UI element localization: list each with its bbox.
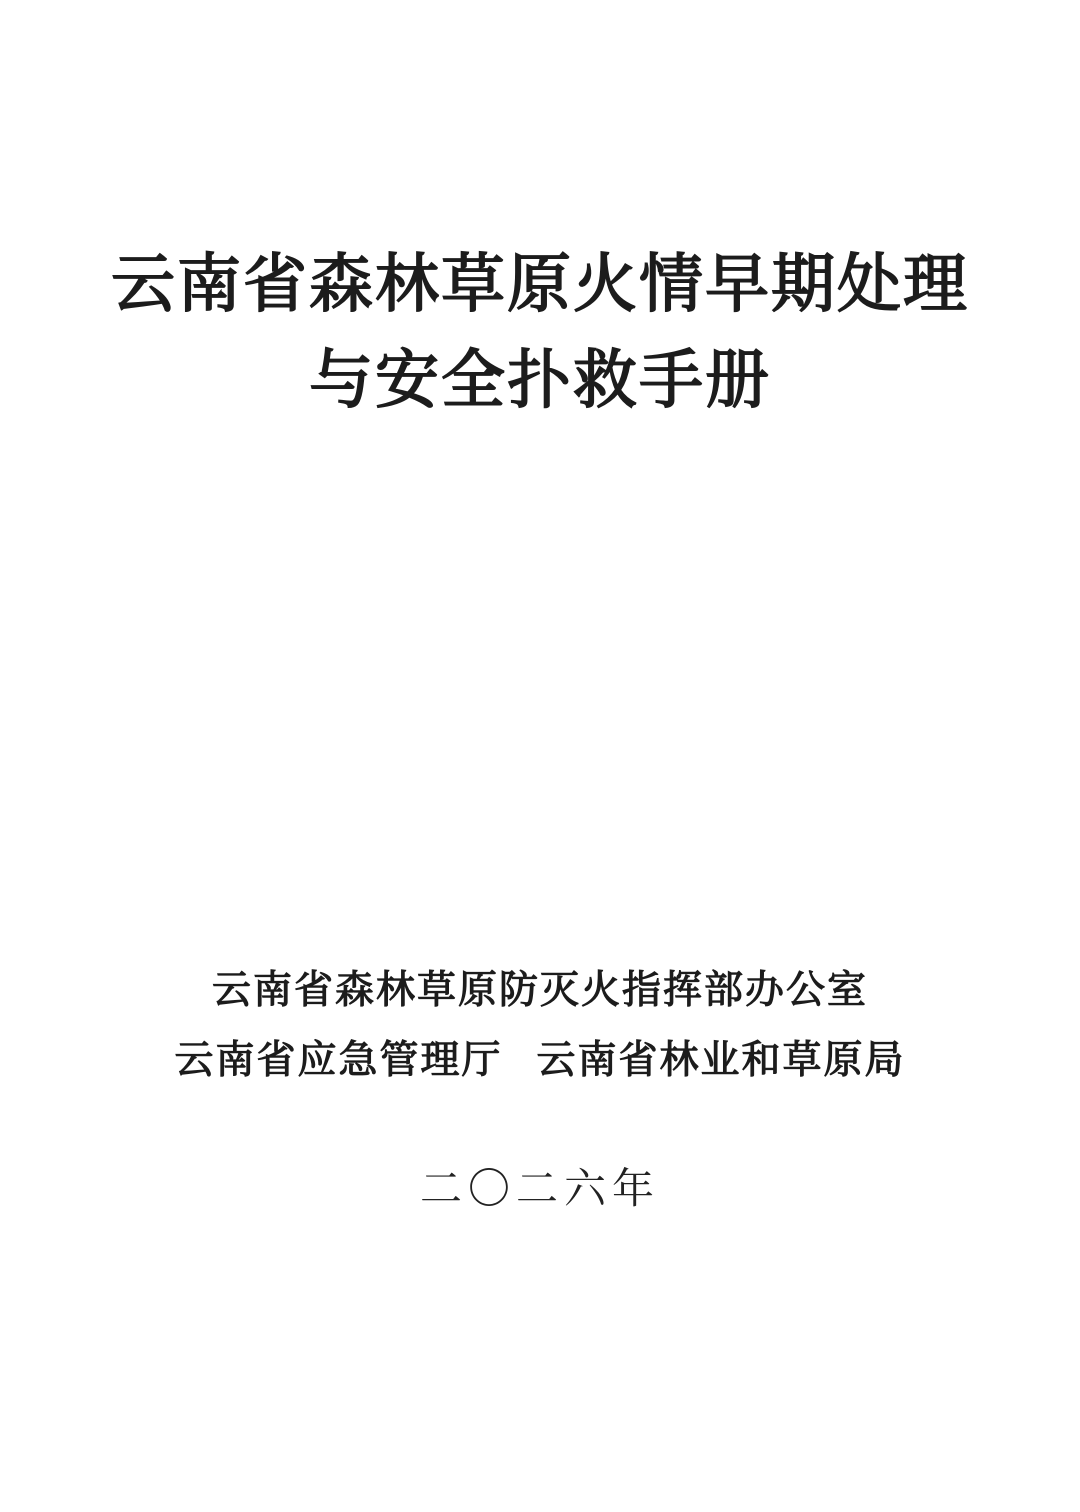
organization-line1: 云南省森林草原防灭火指挥部办公室	[211, 969, 868, 1012]
organization-line2-org1: 云南省应急管理厅	[174, 1039, 503, 1082]
document-title	[0, 236, 1080, 428]
publication-year-block	[0, 1162, 1080, 1218]
publication-year: 二〇二六年	[419, 1167, 660, 1213]
organization-line2	[0, 1026, 1080, 1096]
issuing-organizations	[0, 956, 1080, 1096]
document-title-line1: 云南省森林草原火情早期处理	[111, 248, 969, 320]
document-title-line2: 与安全扑救手册	[309, 344, 771, 416]
organization-line2-org2: 云南省林业和草原局	[536, 1039, 906, 1082]
